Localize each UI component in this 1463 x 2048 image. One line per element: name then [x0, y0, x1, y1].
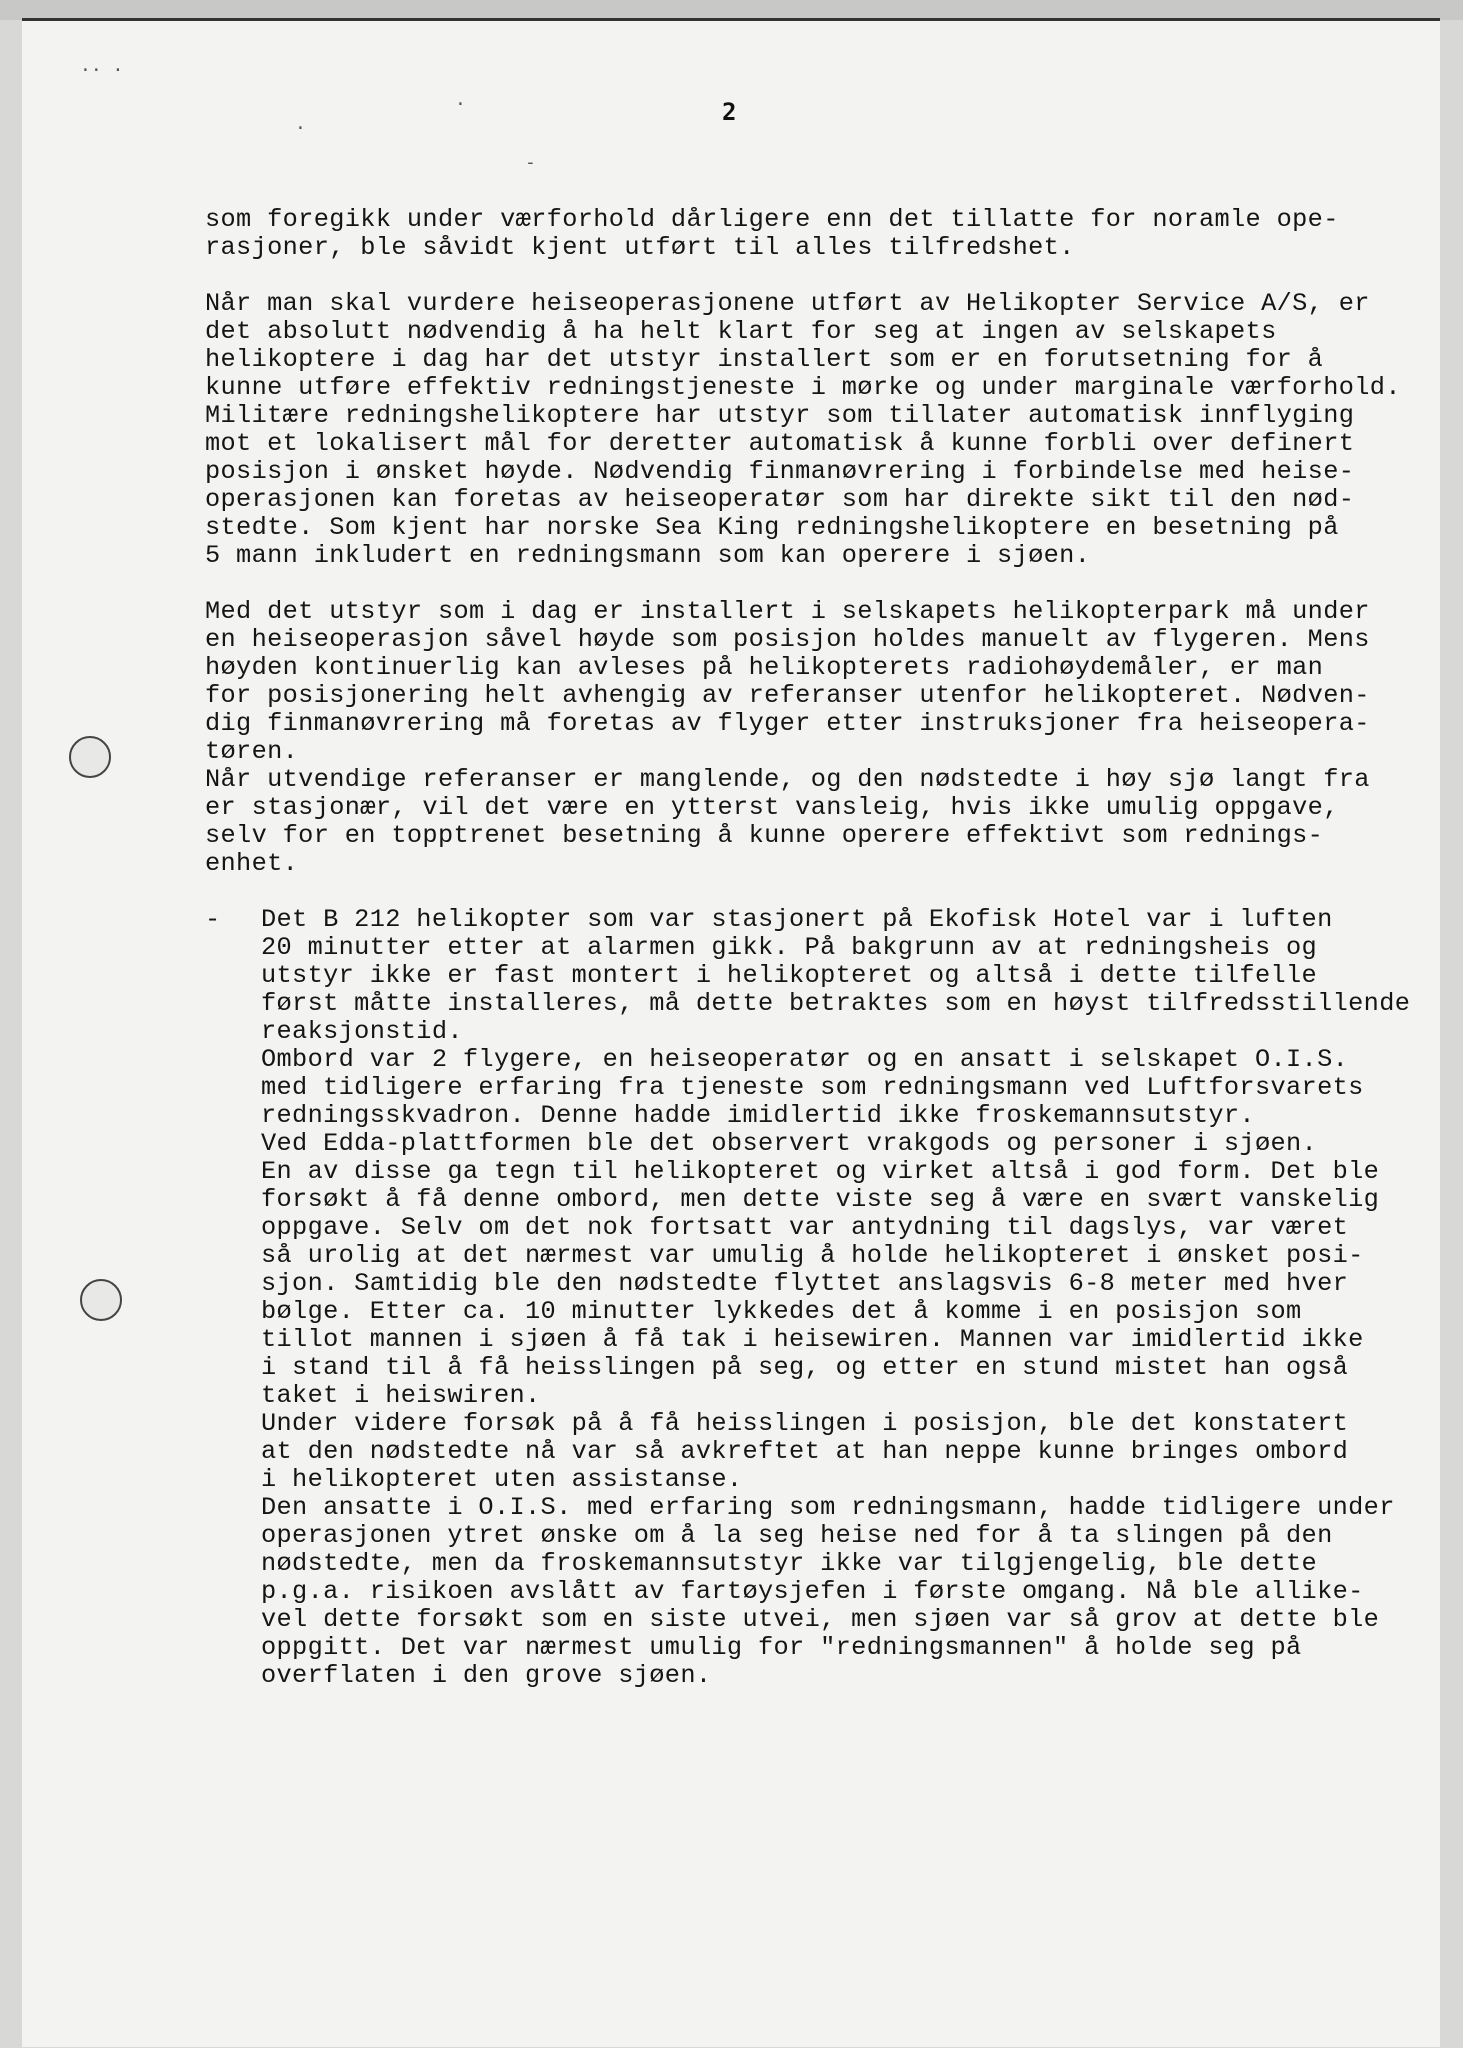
- text-line: enhet.: [205, 849, 299, 878]
- scan-speck: ·: [295, 118, 306, 139]
- paragraph-continuation: [205, 205, 1339, 262]
- text-line: operasjonen ytret ønske om å la seg heise ned for å ta slingen på den: [261, 1521, 1333, 1550]
- text-line: Det B 212 helikopter som var stasjonert på Ekofisk Hotel var i luften: [261, 905, 1333, 934]
- text-line: 5 mann inkludert en redningsmann som kan operere i sjøen.: [205, 541, 1091, 570]
- text-line: oppgave. Selv om det nok fortsatt var antydning til dagslys, var været: [261, 1213, 1349, 1242]
- text-line: Ombord var 2 flygere, en heiseoperatør og en ansatt i selskapet O.I.S.: [261, 1045, 1349, 1074]
- text-line: med tidligere erfaring fra tjeneste som redningsmann ved Luftforsvarets: [261, 1073, 1364, 1102]
- text-line: så urolig at det nærmest var umulig å holde helikopteret i ønsket posi-: [261, 1241, 1364, 1270]
- text-line: rasjoner, ble såvidt kjent utført til alles tilfredshet.: [205, 233, 1075, 262]
- text-line: oppgitt. Det var nærmest umulig for "redningsmannen" å holde seg på: [261, 1633, 1302, 1662]
- text-line: først måtte installeres, må dette betraktes som en høyst tilfredsstillende: [261, 989, 1411, 1018]
- scan-top-edge: [0, 0, 1463, 20]
- text-line: selv for en topptrenet besetning å kunne operere effektivt som rednings-: [205, 821, 1324, 850]
- text-line: helikoptere i dag har det utstyr installert som er en forutsetning for å: [205, 345, 1324, 374]
- text-line: bølge. Etter ca. 10 minutter lykkedes det å komme i en posisjon som: [261, 1297, 1302, 1326]
- paragraph-equipment-assessment: [205, 289, 1401, 570]
- text-line: det absolutt nødvendig å ha helt klart for seg at ingen av selskapets: [205, 317, 1277, 346]
- text-line: p.g.a. risikoen avslått av fartøysjefen i første omgang. Nå ble allike-: [261, 1577, 1364, 1606]
- punch-hole-lower: [80, 1279, 122, 1321]
- text-line: nødstedte, men da froskemannsutstyr ikke var tilgjengelig, ble dette: [261, 1549, 1318, 1578]
- text-line: Når utvendige referanser er manglende, og den nødstedte i høy sjø langt fra: [205, 765, 1370, 794]
- text-line: i helikopteret uten assistanse.: [261, 1465, 743, 1494]
- text-line: Når man skal vurdere heiseoperasjonene utført av Helikopter Service A/S, er: [205, 289, 1370, 318]
- text-line: dig finmanøvrering må foretas av flyger etter instruksjoner fra heiseopera-: [205, 709, 1370, 738]
- text-line: tillot mannen i sjøen å få tak i heisewiren. Mannen var imidlertid ikke: [261, 1325, 1364, 1354]
- scan-speck: ·: [455, 94, 466, 115]
- text-line: En av disse ga tegn til helikopteret og virket altså i god form. Det ble: [261, 1157, 1380, 1186]
- text-line: tøren.: [205, 737, 299, 766]
- bullet-item-b212-rescue: [205, 905, 1411, 1690]
- text-line: posisjon i ønsket høyde. Nødvendig finmanøvrering i forbindelse med heise-: [205, 457, 1355, 486]
- text-line: redningsskvadron. Denne hadde imidlertid ikke froskemannsutstyr.: [261, 1101, 1255, 1130]
- text-line: stedte. Som kjent har norske Sea King redningshelikoptere en besetning på: [205, 513, 1339, 542]
- text-line: som foregikk under værforhold dårligere enn det tillatte for noramle ope-: [205, 205, 1339, 234]
- text-line: Under videre forsøk på å få heisslingen i posisjon, ble det konstatert: [261, 1409, 1349, 1438]
- text-line: taket i heiswiren.: [261, 1381, 541, 1410]
- text-line: sjon. Samtidig ble den nødstedte flyttet anslagsvis 6-8 meter med hver: [261, 1269, 1349, 1298]
- text-line: er stasjonær, vil det være en ytterst vansleig, hvis ikke umulig oppgave,: [205, 793, 1339, 822]
- text-line: reaksjonstid.: [261, 1017, 463, 1046]
- scan-speck: -: [525, 152, 536, 173]
- scan-speck: ·· ·: [80, 60, 124, 81]
- text-line: 20 minutter etter at alarmen gikk. På bakgrunn av at redningsheis og: [261, 933, 1318, 962]
- punch-hole-upper: [69, 736, 111, 778]
- paragraph-manual-hoisting: [205, 597, 1370, 878]
- document-body: [205, 205, 1411, 1690]
- text-line: overflaten i den grove sjøen.: [261, 1661, 712, 1690]
- text-line: forsøkt å få denne ombord, men dette viste seg å være en svært vanskelig: [261, 1185, 1380, 1214]
- text-line: for posisjonering helt avhengig av referanser utenfor helikopteret. Nødven-: [205, 681, 1370, 710]
- page-number: 2: [722, 98, 737, 126]
- text-line: utstyr ikke er fast montert i helikopteret og altså i dette tilfelle: [261, 961, 1318, 990]
- text-line: kunne utføre effektiv redningstjeneste i mørke og under marginale værforhold.: [205, 373, 1401, 402]
- text-line: Militære redningshelikoptere har utstyr som tillater automatisk innflyging: [205, 401, 1355, 430]
- bullet-dash: -: [205, 905, 221, 934]
- text-line: en heiseoperasjon såvel høyde som posisjon holdes manuelt av flygeren. Mens: [205, 625, 1370, 654]
- text-line: at den nødstedte nå var så avkreftet at han neppe kunne bringes ombord: [261, 1437, 1349, 1466]
- text-line: Ved Edda-plattformen ble det observert vrakgods og personer i sjøen.: [261, 1129, 1318, 1158]
- text-line: høyden kontinuerlig kan avleses på helikopterets radiohøydemåler, er man: [205, 653, 1324, 682]
- text-line: mot et lokalisert mål for deretter automatisk å kunne forbli over definert: [205, 429, 1355, 458]
- text-line: Med det utstyr som i dag er installert i selskapets helikopterpark må under: [205, 597, 1370, 626]
- text-line: vel dette forsøkt som en siste utvei, men sjøen var så grov at dette ble: [261, 1605, 1380, 1634]
- text-line: i stand til å få heisslingen på seg, og etter en stund mistet han også: [261, 1353, 1349, 1382]
- text-line: operasjonen kan foretas av heiseoperatør som har direkte sikt til den nød-: [205, 485, 1355, 514]
- text-line: Den ansatte i O.I.S. med erfaring som redningsmann, hadde tidligere under: [261, 1493, 1395, 1522]
